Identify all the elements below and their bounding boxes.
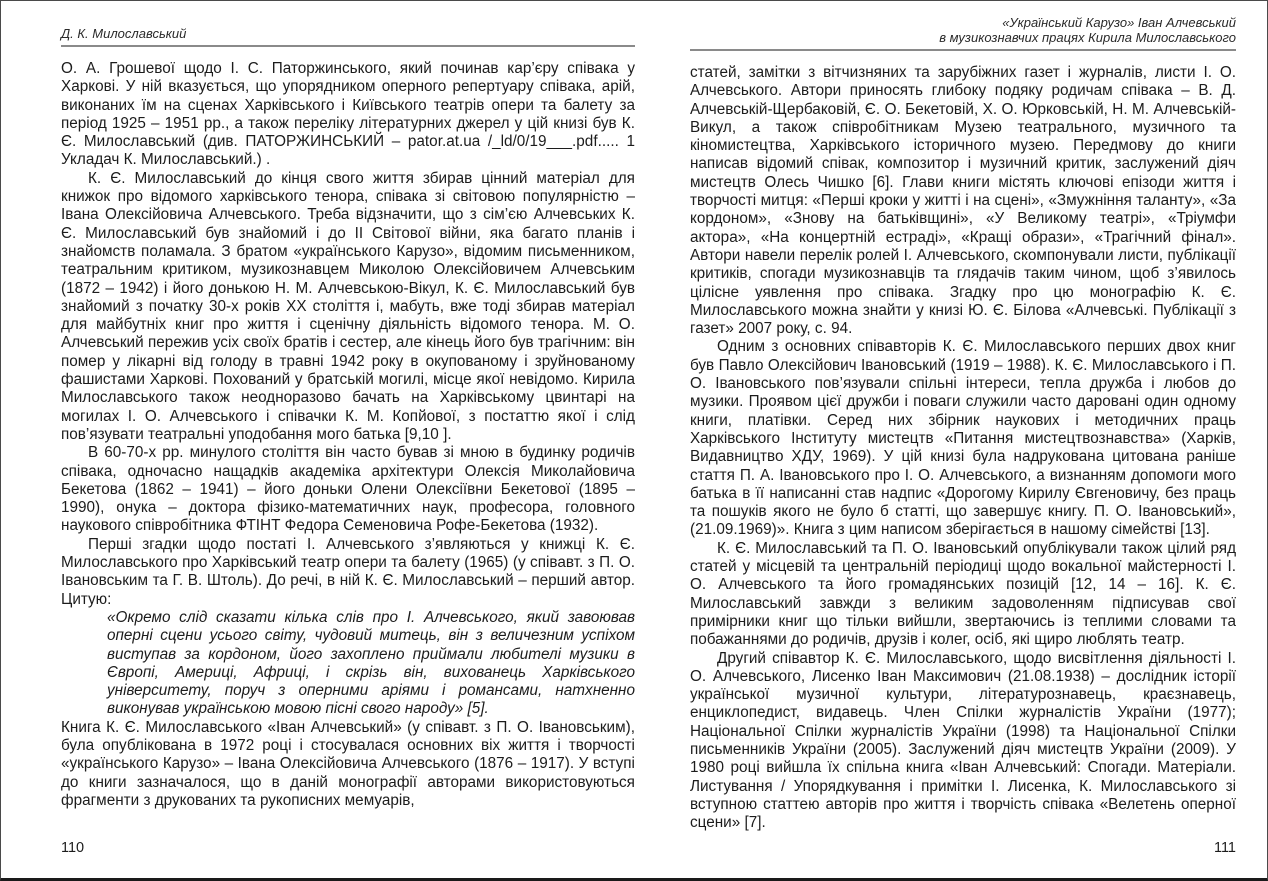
paragraph: Другий співавтор К. Є. Милославського, щодо висвітлення діяльності І. О. Алчевського, Лисенко Іван Максимович (21.08.1938) – дослідник історії української музичної культури, літературознавець, краєзнавець, енциклопедист, видавець. Член Спілки журналістів України (1977); Національної Спілки журналістів України (1998) та Національної Спілки письменників України (2005). Заслужений діяч мистецтв України (2009). У 1980 році вийшла їх спільна книга «Іван Алчевський: Спогади. Матеріали. Листування / Упорядкування і примітки І. Лисенка, К. Милославського зі вступною статтею авторів про життя і творчість співака «Велетень оперної сцени» [7].: [689, 649, 1236, 832]
paragraph: Одним з основних співавторів К. Є. Милославського перших двох книг був Павло Олексійович Івановський (1919 – 1988). К. Є. Милославського і П. О. Івановського пов’язували спільні інтереси, тепла дружба і любов до музики. Проявом цієї дружби і поваги служили часто даровані один одному книги, платівки. Серед них збірник наукових і методичних праць Харківського Інституту мистецтв «Питання мистецтвознавства» (Харків, Видавництво ХДУ, 1969). У цій книзі була надрукована цитована раніше стаття П. А. Івановського про І. О. Алчевського, а визнанням допомоги мого батька в її написанні став надпис «Дорогому Кирилу Євгеновичу, без праць та пошуків якого не було б статті, що завершує книгу. П. О. Івановський», (21.09.1969)». Книга з цим написом зберігається в нашому сімействі [13].: [689, 338, 1236, 539]
page-left: [61, 15, 635, 866]
page-number-right: 111: [1213, 840, 1236, 856]
quote-paragraph: «Окремо слід сказати кілька слів про І. Алчевського, який завоював оперні сцени усього світу, чудовий митець, він з величезним успіхом виступав за кордоном, його захоплено приймали любителі музики в Європі, Америці, Африці, і скрізь він, вихованець Харківського університету, поруч з оперними аріями і романсами, натхненно виконував українською мовою пісні свого народу» [5].: [107, 608, 635, 718]
paragraph: К. Є. Милославський до кінця свого життя збирав цінний матеріал для книжок про відомого харківського тенора, співака зі світовою популярністю – Івана Олексійовича Алчевського. Треба відзначити, що з сім’єю Алчевських К. Є. Милославський був знайомий і до II Світової війни, яка багато планів і знайомств поламала. З братом «українського Карузо», відомим письменником, театральним критиком, музикознавцем Миколою Олексійовичем Алчевським (1872 – 1942) і його донькою Н. М. Алчевською-Вікул, К. Є. Милославський був знайомий з початку 30-х років XX століття і, мабуть, вже тоді збирав матеріал для майбутніх книг про життя і сценічну діяльність відомого тенора. М. О. Алчевський пережив усіх своїх братів і сестер, але кінець його був трагічним: він помер у лікарні від голоду в травні 1942 року в окупованому і зруйнованому фашистами Харкові. Похований у братській могилі, місце якої невідомо. Кирила Милославського також неодноразово бачать на Харківському цвинтарі на могилах І. О. Алчевського і співачки К. М. Копйової, з постаттю якої і слід пов’язувати театральні уподобання мого батька [9,10 ].: [61, 169, 635, 443]
paragraph: Перші згадки щодо постаті І. Алчевського з’являються у книжці К. Є. Милославського про Харківський театр опери та балету (1965) (у співавт. з П. О. Івановським та Г. В. Штоль). До речі, в ній К. Є. Милославський – перший автор. Цитую:: [61, 535, 635, 608]
paragraph: К. Є. Милославський та П. О. Івановський опублікували також цілий ряд статей у місцевій та центральній періодиці щодо вокальної майстерності І. О. Алчевського та його громадянських позицій [12, 14 – 16]. К. Є. Милославський завжди з великим задоволенням підписував свої примірники книг що тільки вийшли, звертаючись із теплими словами та побажаннями до родичів, друзів і колег, осіб, які щиро люблять театр.: [689, 539, 1236, 649]
paragraph: О. А. Грошевої щодо І. С. Паторжинського, який починав кар’єру співака у Харкові. У ній вказується, що упорядником оперного репертуару співака, арій, виконаних їм на сценах Харківського і Київського театрів опери та балету за період 1925 – 1951 рр., а також переліку літературних джерел у цій книзі був К. Є. Милославський (див. ПАТОРЖИНСЬКИЙ – pator.at.ua /_ld/0/19___.pdf..... 1 Укладач К. Милославський.) .: [61, 60, 635, 169]
running-header-title-line1: «Український Карузо» Іван Алчевський: [1002, 15, 1236, 30]
page-right: [690, 15, 1236, 866]
page-body-left: [61, 60, 635, 810]
paragraph: Книга К. Є. Милославського «Іван Алчевський» (у співавт. з П. О. Івановським), була опублікована в 1972 році і стосувалася основних віх життя і творчості «українського Карузо» – Івана Олексійовича Алчевського (1876 – 1917). У вступі до книги зазначалося, що в даній монографії авторами використовуються фрагменти з друкованих та рукописних мемуарів,: [61, 718, 635, 809]
running-header-right: [690, 15, 1236, 51]
page-body-right: [690, 64, 1236, 832]
page-number-left: 110: [61, 840, 85, 856]
book-spread: [1, 1, 1267, 878]
paragraph: В 60-70-х рр. минулого століття він часто бував зі мною в будинку родичів співака, одночасно нащадків академіка архітектури Олексія Миколайовича Бекетова (1862 – 1941) – його доньки Олени Олексіївни Бекетової (1895 – 1990), онука – доктора фізико-математичних наук, професора, головного наукового співробітника ФТІНТ Федора Семеновича Рофе-Бекетова (1932).: [61, 444, 635, 535]
paragraph: статей, замітки з вітчизняних та зарубіжних газет і журналів, листи І. О. Алчевського. Автори приносять глибоку подяку родичам співака – В. Д. Алчевській-Щербаковій, Є. О. Бекетовій, Х. О. Юрковській, Н. М. Алчевській-Викул, а також співробітникам Музею театрального, музичного та кіномистецтва, Харківського історичного музею. Передмову до книги написав відомий співак, композитор і музичний критик, заслужений діяч мистецтв Олесь Чишко [6]. Глави книги містять ключові епізоди життя і творчості митця: «Перші кроки у житті і на сцені», «Змужніння таланту», «За кордоном», «Знову на батьківщині», «У Великому театрі», «Тріумфи актора», «На концертній естраді», «Кращі образи», «Трагічний фінал». Автори навели перелік ролей І. Алчевського, скомпонували листи, публікації критиків, спогади музикознавців та глядачів таким чином, щоб з’явилось цілісне уявлення про співака. Згадку про цю монографію К. Є. Милославського можна знайти у книзі Ю. Є. Білова «Алчевські. Публікації з газет» 2007 року, с. 94.: [689, 64, 1236, 338]
running-header-author: Д. К. Милославський: [61, 26, 187, 41]
running-header-left: [61, 15, 635, 47]
running-header-title-line2: в музикознавчих працях Кирила Милославського: [939, 30, 1236, 45]
